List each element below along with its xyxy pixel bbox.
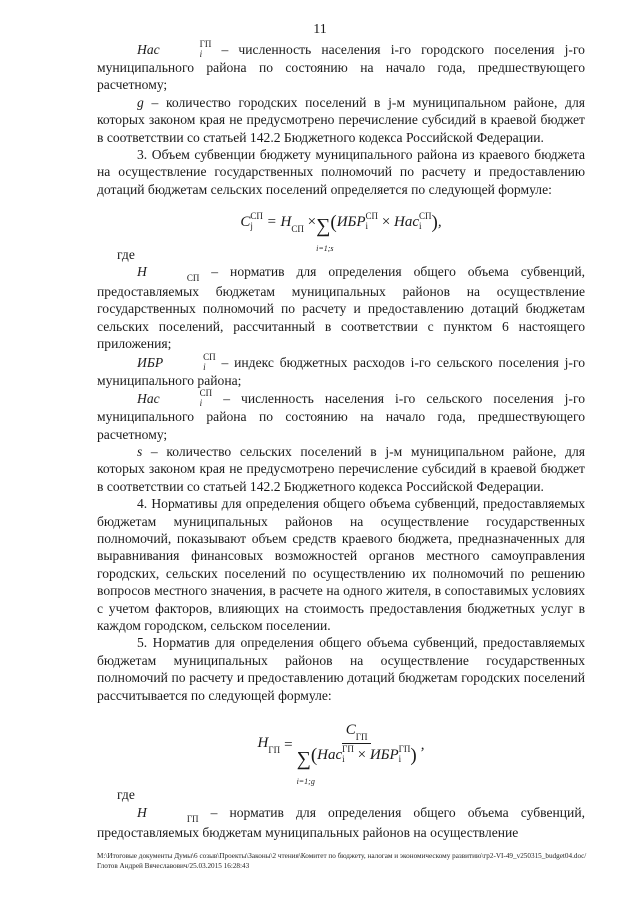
- file-path-footer: M:\Итоговые документы Думы\6 созыв\Проекты\Законы\2 чтения\Комитет по бюджету, налогам и экономическому развитию\гр2-VI-49_v250315_budget04.doc/Глотов Андрей Вячеславович/25.03.2015 16:28:43: [97, 852, 587, 870]
- paragraph-3: 3. Объем субвенции бюджету муниципального района из краевого бюджета на осуществление государственных полномочий по расчету и предоставлению дотаций бюджетам сельских поселений определяется по следующей формуле:: [97, 147, 585, 197]
- definition-h-gp: Н ГП – норматив для определения общего объема субвенций, предоставляемых бюджетам муниципальных районов на осуществление: [97, 804, 586, 840]
- definition-text: – количество городских поселений в j-м муниципальном районе, для которых законом края не предусмотрено перечисление субсидий в краевой бюджет в соответствии со статьей 142.2 Бюджетного кодекса Российской Федерации.: [97, 94, 585, 145]
- symbol-s: s: [137, 443, 143, 459]
- sum-symbol: ∑ i=1;s: [316, 215, 334, 254]
- page-number: 11: [313, 22, 327, 37]
- formula-subvention-rural: С СП j = Н СП ×∑ i=1;s (ИБР СП i × Нас СП i ),: [240, 211, 442, 254]
- definition-g: [97, 94, 585, 146]
- definition-text: – норматив для определения общего объема субвенций, предоставляемых бюджетам муниципальных районов на осуществление: [97, 804, 586, 840]
- sum-symbol: ∑ i=1;g: [296, 748, 315, 786]
- definition-text: – индекс бюджетных расходов i-го сельского поселения j-го муниципального района;: [97, 354, 585, 388]
- fraction: [296, 722, 417, 786]
- symbol-nas: Нас: [137, 42, 160, 57]
- definition-text: – норматив для определения общего объема субвенций, предоставляемых бюджетам муниципальных районов на осуществление государственных полномочий по расчету и предоставлению дотаций бюджетам сельских поселений, рассчитанный в соответствии с пунктом 6 настоящего приложения;: [97, 264, 585, 352]
- symbol-g: g: [137, 94, 144, 110]
- document-body: [97, 40, 585, 841]
- definition-ibr-sp: ИБР СП i – индекс бюджетных расходов i-го сельского поселения j-го муниципального района;: [97, 351, 585, 388]
- definition-nas-sp: Нас СП i – численность населения i-го сельского поселения j-го муниципального района по состоянию на начало года, предшествующего расчетному;: [97, 388, 585, 442]
- definition-text: – количество сельских поселений в j-м муниципальном районе, для которых законом края не предусмотрено перечисление субсидий в краевой бюджет в соответствии со статьей 142.2 Бюджетного кодекса Российской Федерации.: [97, 443, 585, 494]
- where-label: где: [117, 246, 135, 262]
- paragraph-5: 5. Норматив для определения общего объема субвенций, предоставляемых бюджетам муниципальных районов на осуществление государственных полномочий по расчету и предоставлению дотаций бюджетам городских поселений рассчитывается по следующей формуле:: [97, 635, 585, 703]
- fraction-numerator: С ГП: [342, 722, 372, 744]
- fraction-denominator: ∑ i=1;g (Нас ГП i × ИБР ГП i ): [296, 744, 417, 786]
- definition-text: – численность населения i-го городского поселения j-го муниципального района по состоянию на начало года, предшествующего расчетному;: [97, 42, 585, 93]
- definition-h-sp: Н СП – норматив для определения общего объема субвенций, предоставляемых бюджетам муниципальных районов на осуществление государственных полномочий по расчету и предоставлению дотаций бюджетам сельских поселений, рассчитанный в соответствии с пунктом 6 настоящего приложения;: [97, 264, 585, 352]
- formula-norm-urban: Н ГП = С ГП ∑ i=1;g (Нас ГП i × ИБР ГП i ) ,: [257, 722, 425, 786]
- definition-text: – численность населения i-го сельского поселения j-го муниципального района по состоянию на начало года, предшествующего расчетному;: [97, 391, 585, 442]
- where-label: где: [117, 787, 135, 803]
- definition-nas-gp: Нас ГП i – численность населения i-го городского поселения j-го муниципального района по состоянию на начало года, предшествующего расчетному;: [97, 39, 585, 93]
- definition-s: [97, 443, 585, 495]
- paragraph-4: 4. Нормативы для определения общего объема субвенций, предоставляемых бюджетам муниципальных районов на осуществление государственных полномочий, показывают объем средств краевого бюджета, предназначенных для выравнивания финансовых возможностей органов местного самоуправления городских, сельских поселений по осуществлению их полномочий по решению вопросов местного значения, в расчете на одного жителя, в сопоставимых условиях с учетом факторов, влияющих на стоимость предоставления бюджетных услуг в каждом городском, сельском поселении.: [97, 496, 585, 633]
